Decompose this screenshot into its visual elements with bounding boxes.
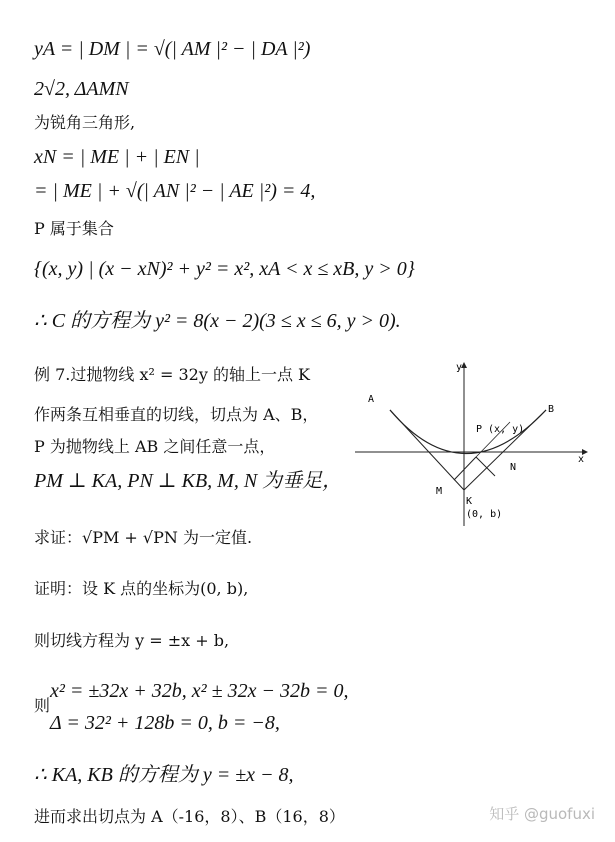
line-xn-value: = | ME | + √(| AN |² − | AE |²) = 4, — [34, 180, 316, 202]
line-feet-of-perpendiculars: PM ⊥ KA, PN ⊥ KB, M, N 为垂足， — [34, 470, 343, 492]
tangent-line-kb — [464, 410, 546, 490]
line-xn: xN = | ME | + | EN | — [34, 146, 200, 168]
line-prove-constant: 求证：√PM + √PN 为一定值. — [34, 528, 253, 547]
label-k-coordinate: (0, b) — [466, 509, 503, 520]
line-substitution: x² = ±32x + 32b, x² ± 32x − 32b = 0, — [50, 680, 349, 702]
label-y-axis: y — [456, 362, 463, 373]
line-p-between-ab: P 为抛物线上 AB 之间任意一点， — [34, 437, 276, 456]
label-x-axis: x — [578, 454, 585, 465]
parabola-figure — [350, 360, 590, 530]
line-ze: 则 — [34, 696, 51, 715]
label-m: M — [436, 486, 443, 497]
segment-pm — [454, 457, 476, 480]
label-n: N — [510, 462, 517, 473]
label-b: B — [548, 404, 555, 415]
line-2root2: 2√2, ΔAMN — [34, 78, 129, 100]
zhihu-watermark: 知乎 @guofuxi — [489, 805, 595, 823]
label-a: A — [368, 394, 375, 405]
line-discriminant: Δ = 32² + 128b = 0, b = −8, — [50, 712, 280, 734]
line-p-in-set: P 属于集合 — [34, 219, 114, 238]
line-example-7: 例 7.过抛物线 x² = 32y 的轴上一点 K — [34, 365, 310, 384]
line-proof-k-coord: 证明：设 K 点的坐标为(0, b), — [34, 579, 249, 598]
label-k: K — [466, 496, 473, 507]
line-tangent-equation: 则切线方程为 y = ±x + b, — [34, 631, 230, 650]
line-tangent-points: 进而求出切点为 A（-16，8）、B（16，8） — [34, 807, 345, 826]
line-ya: yA = | DM | = √(| AM |² − | DA |²) — [34, 38, 311, 60]
line-set-definition: {(x, y) | (x − xN)² + y² = x², xA < x ≤ xB, y > 0} — [34, 258, 415, 280]
line-ka-kb-equations: ∴ KA, KB 的方程为 y = ±x − 8, — [34, 764, 294, 786]
segment-pn — [476, 457, 495, 476]
line-c-equation: ∴ C 的方程为 y² = 8(x − 2)(3 ≤ x ≤ 6, y > 0). — [34, 310, 401, 332]
tangent-line-ka — [390, 410, 464, 490]
line-perpendicular-tangents: 作两条互相垂直的切线，切点为 A、B， — [34, 405, 319, 424]
line-acute-triangle: 为锐角三角形, — [34, 113, 136, 132]
label-p: P (x, y) — [476, 424, 525, 435]
